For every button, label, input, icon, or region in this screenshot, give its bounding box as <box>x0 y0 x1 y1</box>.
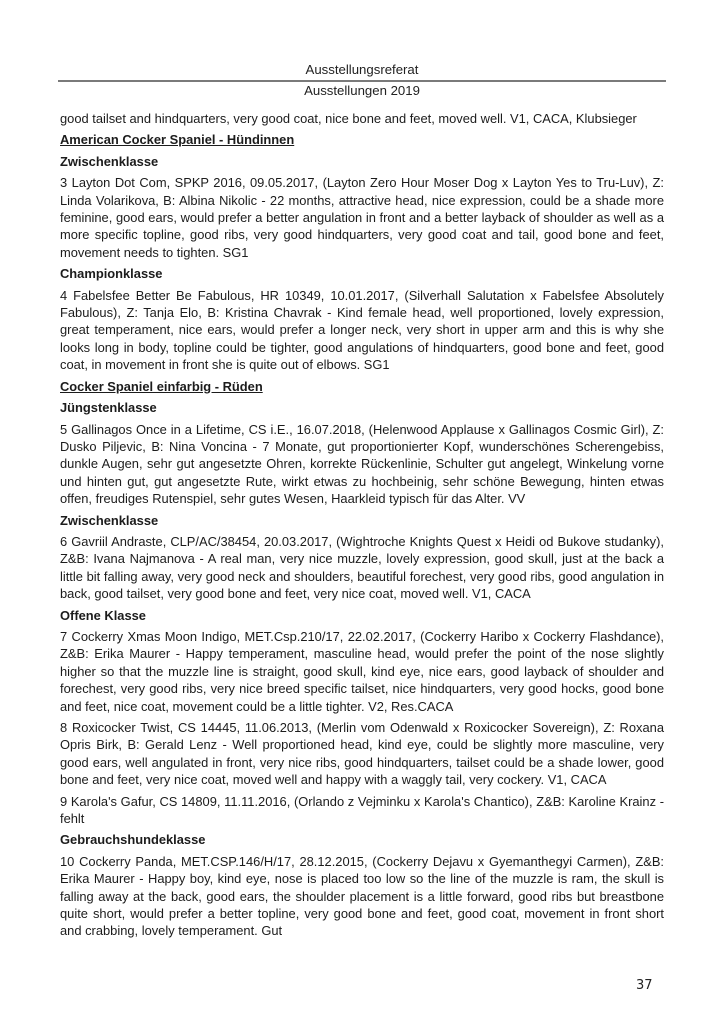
entry-paragraph: 8 Roxicocker Twist, CS 14445, 11.06.2013, (Merlin vom Odenwald x Roxicocker Sovereign), Z: Roxana Opris Birk, B: Gerald Lenz - Well proportioned head, kind eye, could be slightly more masculine, very good ears, well angulated in front, very nice ribs, good hindquarters, tailset could be a shade lower, good bone and feet, very nice coat, moved well and happy with a waggly tail, very cockery. V1, CACA <box>60 720 664 788</box>
class-heading: Offene Klasse <box>60 607 146 623</box>
class-heading: Championklasse <box>60 266 163 282</box>
class-heading: Zwischenklasse <box>60 153 159 169</box>
entry-paragraph: 5 Gallinagos Once in a Lifetime, CS i.E., 16.07.2018, (Helenwood Applause x Gallinagos Cosmic Girl), Z: Dusko Piljevic, B: Nina Voncina - 7 Monate, gut proportionierter Kopf, wunderschönes Scherengebiss, dunkle Augen, sehr gut angesetzte Ohren, korrekte Rückenlinie, Schulter gut angelegt, Winkelung vorne und hinten gut, gut angesetzte Rute, wirkt etwas zu hochbeinig, sehr schöne Bewegung, hinten etwas offen, freudiges Rutenspiel, sehr gutes Wesen, Haarkleid typisch für das Alter. VV <box>60 421 664 507</box>
entry-paragraph: 9 Karola's Gafur, CS 14809, 11.11.2016, (Orlando z Vejminku x Karola's Chantico), Z&B: Karoline Krainz - fehlt <box>60 793 664 827</box>
class-heading: Jüngstenklasse <box>60 400 157 416</box>
entry-paragraph: 3 Layton Dot Com, SPKP 2016, 09.05.2017, (Layton Zero Hour Moser Dog x Layton Yes to Tru-Luv), Z: Linda Volarikova, B: Albina Nikolic - 22 months, attractive head, nice expression, could be a shade more feminine, good ears, would prefer a better angulation in front and a better layback of shoulder as well as a more specific topline, good ribs, very good hindquarters, very good coat and tail, good bone and feet, movement needs to tighten. SG1 <box>60 175 664 260</box>
intro-paragraph: good tailset and hindquarters, very good coat, nice bone and feet, moved well. V1, CACA, Klubsieger <box>60 111 637 126</box>
class-heading: Gebrauchshundeklasse <box>60 832 206 848</box>
category-heading: Cocker Spaniel einfarbig - Rüden <box>60 378 263 394</box>
header-subtitle: Ausstellungen 2019 <box>304 83 420 98</box>
entry-paragraph: 7 Cockerry Xmas Moon Indigo, MET.Csp.210/17, 22.02.2017, (Cockerry Haribo x Cockerry Flashdance), Z&B: Erika Maurer - Happy temperament, masculine head, would prefer the point of the nose slightly higher so that the muzzle line is straight, good skull, kind eye, nice ears, good layback of shoulder and forechest, very good ribs, very nice breed specific tailset, nice hindquarters, very good hocks, good bone and feet, nice coat, movement could be a little tighter. V2, Res.CACA <box>60 628 664 714</box>
entry-paragraph: 6 Gavriil Andraste, CLP/AC/38454, 20.03.2017, (Wightroche Knights Quest x Heidi od Bukove studanky), Z&B: Ivana Najmanova - A real man, very nice muzzle, lovely expression, good skull, just at the back a little bit falling away, very good neck and shoulders, beautiful forechest, very good ribs, good angulation in back, good tailset, very good bone and feet, very nice coat, moved well. V1, CACA <box>60 533 664 602</box>
entry-paragraph: 4 Fabelsfee Better Be Fabulous, HR 10349, 10.01.2017, (Silverhall Salutation x Fabelsfee Absolutely Fabulous), Z: Tanja Elo, B: Kristina Chavrak - Kind female head, well proportioned, lovely expression, great temperament, nice ears, would prefer a longer neck, very short in upper arm and this is why she looks long in body, topline could be tighter, good angulations of hindquarters, good bone and feet, good coat, in movement in front she is quite out of elbows. SG1 <box>60 287 664 373</box>
page-number: 37 <box>636 978 653 993</box>
entry-paragraph: 10 Cockerry Panda, MET.CSP.146/H/17, 28.12.2015, (Cockerry Dejavu x Gyemanthegyi Carmen), Z&B: Erika Maurer - Happy boy, kind eye, nose is placed too low so the line of the muzzle is ram, the skull is falling away at the back, good ears, the shoulder placement is a little forward, good ribs but breastbone quite short, would prefer a better topline, very good bone and feet, good coat, movement in front short and crabbing, lovely temperament. Gut <box>60 853 664 939</box>
header-rule <box>58 80 666 82</box>
class-heading: Zwischenklasse <box>60 512 159 528</box>
category-heading: American Cocker Spaniel - Hündinnen <box>60 132 295 148</box>
header-title: Ausstellungsreferat <box>305 62 419 77</box>
document-body <box>60 110 664 944</box>
